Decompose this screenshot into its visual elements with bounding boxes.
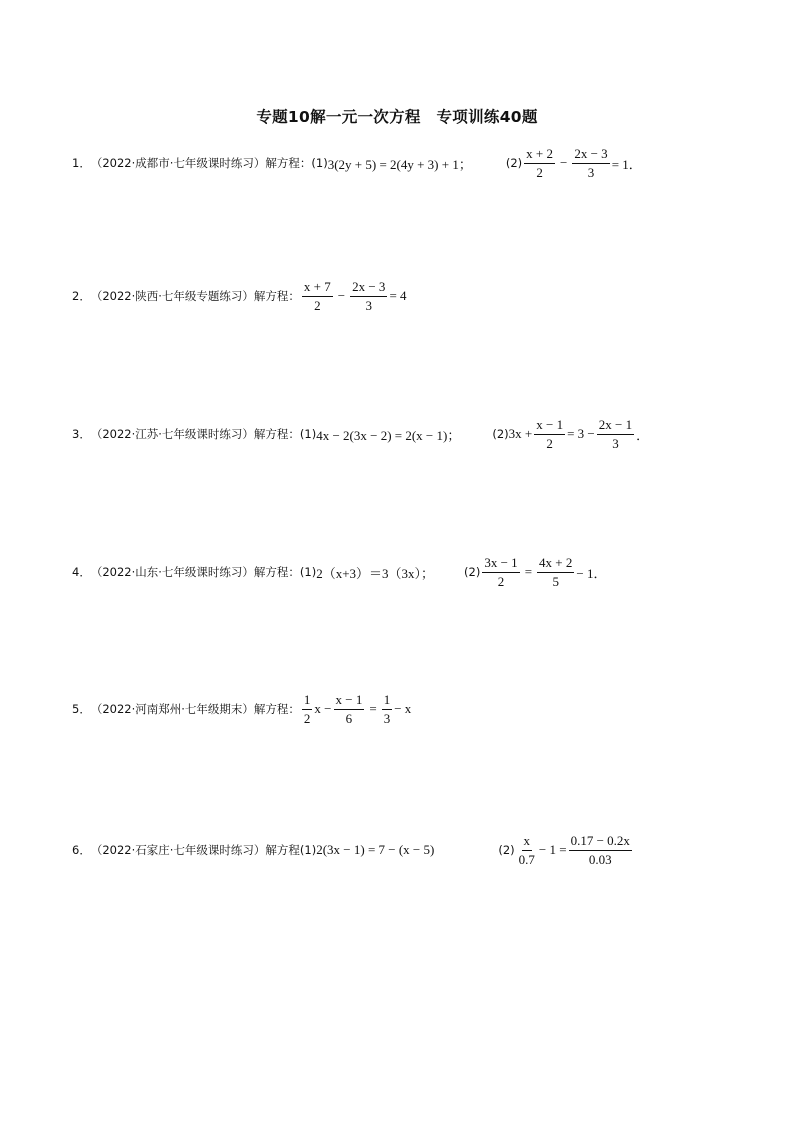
numerator: 2x − 3 (350, 280, 387, 297)
part-label: (1) (311, 156, 328, 171)
part-2 (492, 418, 649, 450)
denominator: 2 (497, 573, 505, 589)
denominator: 3 (365, 297, 373, 313)
part-label: (1) (299, 427, 317, 442)
denominator: 0.03 (588, 851, 612, 867)
part-label: (2) (498, 843, 515, 858)
problem-number: 3． (72, 427, 91, 442)
part-1 (311, 154, 471, 173)
part-2 (498, 834, 634, 866)
equation-prefix: 3x + (508, 426, 533, 442)
part-label: (1) (299, 843, 317, 858)
equation-middle: = (369, 701, 377, 717)
fraction (537, 556, 574, 588)
fraction (517, 834, 537, 866)
numerator: 2x − 3 (572, 147, 609, 164)
problem-3 (72, 418, 649, 450)
part-1 (300, 842, 434, 858)
problem-source: （2022·成都市·七年级课时练习） (90, 156, 266, 171)
part-1 (300, 425, 460, 444)
numerator: x − 1 (334, 693, 365, 710)
numerator: 3x − 1 (482, 556, 519, 573)
problem-source: （2022·石家庄·七年级课时练习） (90, 843, 266, 858)
numerator: 1 (302, 693, 313, 710)
fraction (597, 418, 634, 450)
problem-source: （2022·河南郑州·七年级期末） (90, 702, 254, 717)
equation-middle: = 3 − (567, 426, 595, 442)
denominator: 2 (314, 297, 321, 313)
problem-source: （2022·山东·七年级课时练习） (90, 565, 254, 580)
problem-command: 解方程 (265, 843, 300, 858)
denominator: 0.7 (518, 851, 535, 867)
part-label: (2) (505, 156, 523, 171)
denominator: 3 (612, 435, 619, 451)
problem-command: 解方程： (253, 427, 300, 442)
page-title: 专题10解一元一次方程 专项训练40题 (256, 108, 538, 126)
part-label: (2) (492, 427, 509, 442)
problem-command: 解方程： (265, 156, 312, 171)
fraction (534, 418, 565, 450)
problem-4 (72, 556, 606, 588)
fraction (334, 693, 365, 725)
fraction (572, 147, 609, 179)
problem-number: 2． (72, 289, 91, 304)
numerator: 4x + 2 (537, 556, 574, 573)
problem-5 (72, 693, 411, 725)
numerator: x − 1 (534, 418, 565, 435)
fraction (482, 556, 519, 588)
denominator: 3 (383, 710, 391, 726)
denominator: 2 (546, 435, 553, 451)
problem-2 (72, 280, 407, 312)
numerator: x + 2 (524, 147, 555, 164)
equation-1: 2（x+3）＝3（3x）； (316, 565, 435, 581)
numerator: x + 7 (302, 280, 333, 297)
numerator: x (522, 834, 533, 851)
part-2 (464, 556, 606, 588)
equation-rest: − x (394, 701, 412, 717)
numerator: 0.17 − 0.2x (569, 834, 632, 851)
equation-middle: − 1 = (538, 842, 567, 858)
fraction (302, 280, 333, 312)
denominator: 2 (303, 710, 311, 726)
problem-number: 1． (72, 156, 91, 171)
equation-rest: = 4 (389, 288, 407, 304)
problem-number: 5． (72, 702, 91, 717)
denominator: 5 (552, 573, 559, 589)
equation-middle: = (524, 564, 533, 580)
part-label: (1) (299, 565, 317, 580)
problem-command: 解方程： (253, 565, 300, 580)
part-1 (300, 563, 434, 582)
equation-rest: − 1． (576, 565, 607, 581)
equation-rest: = 1． (611, 156, 642, 172)
part-label: (2) (464, 565, 481, 580)
problem-number: 6． (72, 843, 91, 858)
fraction (569, 834, 632, 866)
fraction (350, 280, 387, 312)
fraction (524, 147, 555, 179)
denominator: 2 (536, 164, 543, 180)
operator: − (337, 288, 346, 304)
problem-6 (72, 834, 634, 866)
problem-command: 解方程： (253, 289, 300, 304)
equation-middle: x − (314, 701, 332, 717)
denominator: 6 (345, 710, 353, 726)
fraction (302, 693, 313, 725)
problem-source: （2022·江苏·七年级课时练习） (90, 427, 254, 442)
equation-1: 3(2y + 5) = 2(4y + 3) + 1； (327, 156, 472, 172)
numerator: 2x − 1 (597, 418, 634, 435)
equation-rest: ． (636, 427, 650, 443)
problem-source: （2022·陕西·七年级专题练习） (90, 289, 254, 304)
problem-command: 解方程： (253, 702, 300, 717)
problem-1 (72, 147, 642, 179)
part-2 (506, 147, 642, 179)
equation-1: 4x − 2(3x − 2) = 2(x − 1)； (316, 427, 461, 443)
operator: − (560, 155, 568, 171)
equation-1: 2(3x − 1) = 7 − (x − 5) (316, 842, 435, 858)
fraction (382, 693, 393, 725)
numerator: 1 (382, 693, 393, 710)
problem-number: 4． (72, 565, 91, 580)
denominator: 3 (587, 164, 595, 180)
